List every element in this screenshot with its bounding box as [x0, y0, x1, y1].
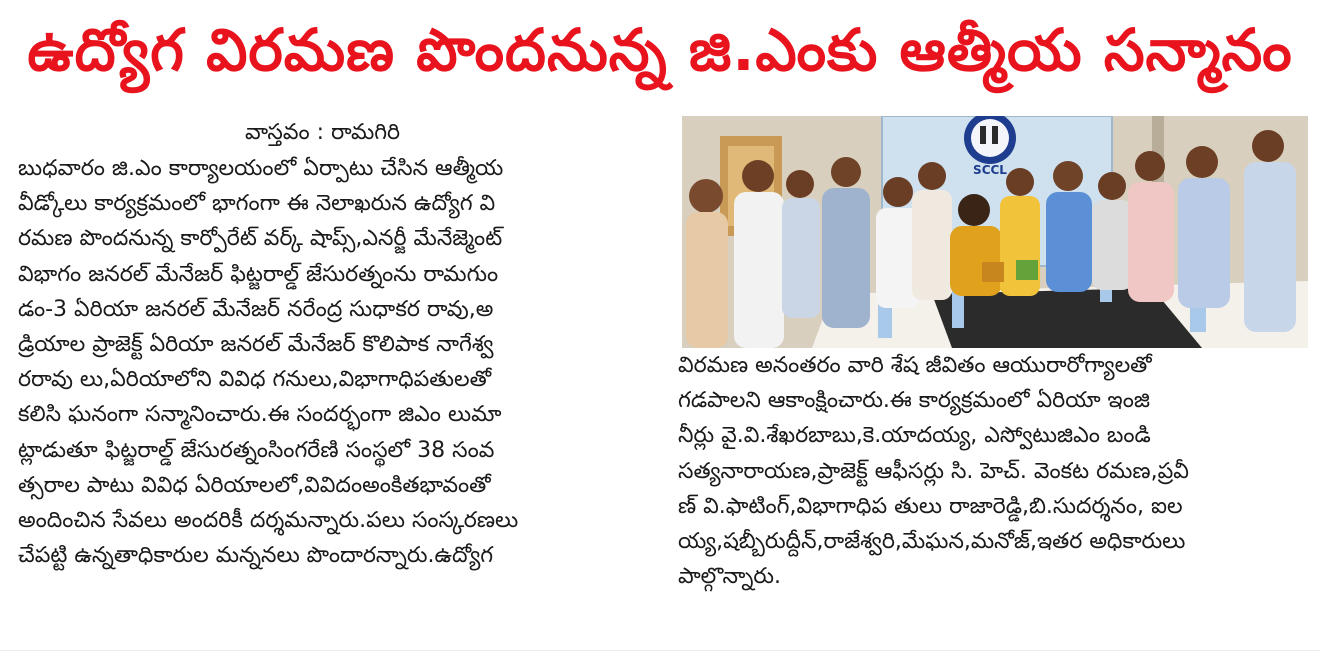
article-body-right	[678, 348, 1308, 594]
body-line: నీర్లు వై.వి.శేఖరబాబు,కె.యాదయ్య, ఎస్వోటుజిఎం బండి	[678, 423, 1151, 449]
body-line: రరావు లు,ఏరియాలోని వివిధ గనులు,విభాగాధిపతులతో	[18, 367, 492, 393]
body-line: ణ్ వి.ఫాటింగ్,విభాగాధిప తులు రాజారెడ్డి,బి.సుదర్శనం, ఐల	[678, 493, 1183, 519]
headline: ఉద్యోగ విరమణ పొందనున్న జి.ఎంకు ఆత్మీయ సన్మానం	[27, 16, 1293, 84]
body-line: గడపాలని ఆకాంక్షించారు.ఈ కార్యక్రమంలో ఏరియా ఇంజి	[678, 388, 1150, 414]
page-divider	[0, 650, 1320, 651]
body-line: కలిసి ఘనంగా సన్మానించారు.ఈ సందర్భంగా జిఎం లుమా	[18, 402, 502, 428]
body-line: విభాగం జనరల్ మేనేజర్ ఫిట్జరాల్డ్ జేసురత్నంను రామగుం	[18, 261, 499, 287]
body-line: ట్లాడుతూ ఫిట్జరాల్డ్ జేసురత్నంసింగరేణి సంస్థలో 38 సంవ	[18, 437, 495, 463]
dateline: వాస్తవం : రామగిరి	[245, 120, 401, 145]
body-line: అందించిన సేవలు అందరికీ దర్శమన్నారు.పలు సంస్కరణలు	[18, 507, 519, 533]
body-line: డం-3 ఏరియా జనరల్ మేనేజర్ నరేంద్ర సుధాకర రావు,అ	[18, 296, 494, 322]
body-line: పాల్గొన్నారు.	[678, 564, 782, 590]
body-line: య్య,షబ్బీరుద్దీన్,రాజేశ్వరి,మేఘన,మనోజ్,ఇతర అధికారులు	[678, 528, 1186, 554]
body-line: త్సరాల పాటు వివిధ ఏరియాలలో,వివిదంఅంకితభావంతో	[18, 472, 491, 498]
body-line: వీడ్కోలు కార్యక్రమంలో భాగంగా ఈ నెలాఖరున ఉద్యోగ వి	[18, 191, 496, 217]
body-line: బుధవారం జి.ఎం కార్యాలయంలో ఏర్పాటు చేసిన ఆత్మీయ	[18, 156, 504, 181]
body-line: డ్రియాల ప్రాజెక్ట్ ఏరియా జనరల్ మేనేజర్ కొలిపాక నాగేశ్వ	[18, 331, 494, 357]
body-line: సత్యనారాయణ,ప్రాజెక్ట్ ఆఫీసర్లు సి. హెచ్. వెంకట రమణ,ప్రవీ	[678, 458, 1189, 484]
logo-text: SCCL	[973, 163, 1007, 177]
article-body-left	[18, 151, 658, 573]
body-line: విరమణ అనంతరం వారి శేష జీవితం ఆయురారోగ్యాలతో	[678, 353, 1152, 378]
news-photo	[682, 116, 1308, 348]
body-line: రమణ పొందనున్న కార్పోరేట్ వర్క్ షాప్స్,ఎనర్జీ మేనేజ్మెంట్	[18, 226, 503, 252]
body-line: చేపట్టి ఉన్నతాధికారుల మన్ననలు పొందారన్నారు.ఉద్యోగ	[18, 543, 494, 569]
